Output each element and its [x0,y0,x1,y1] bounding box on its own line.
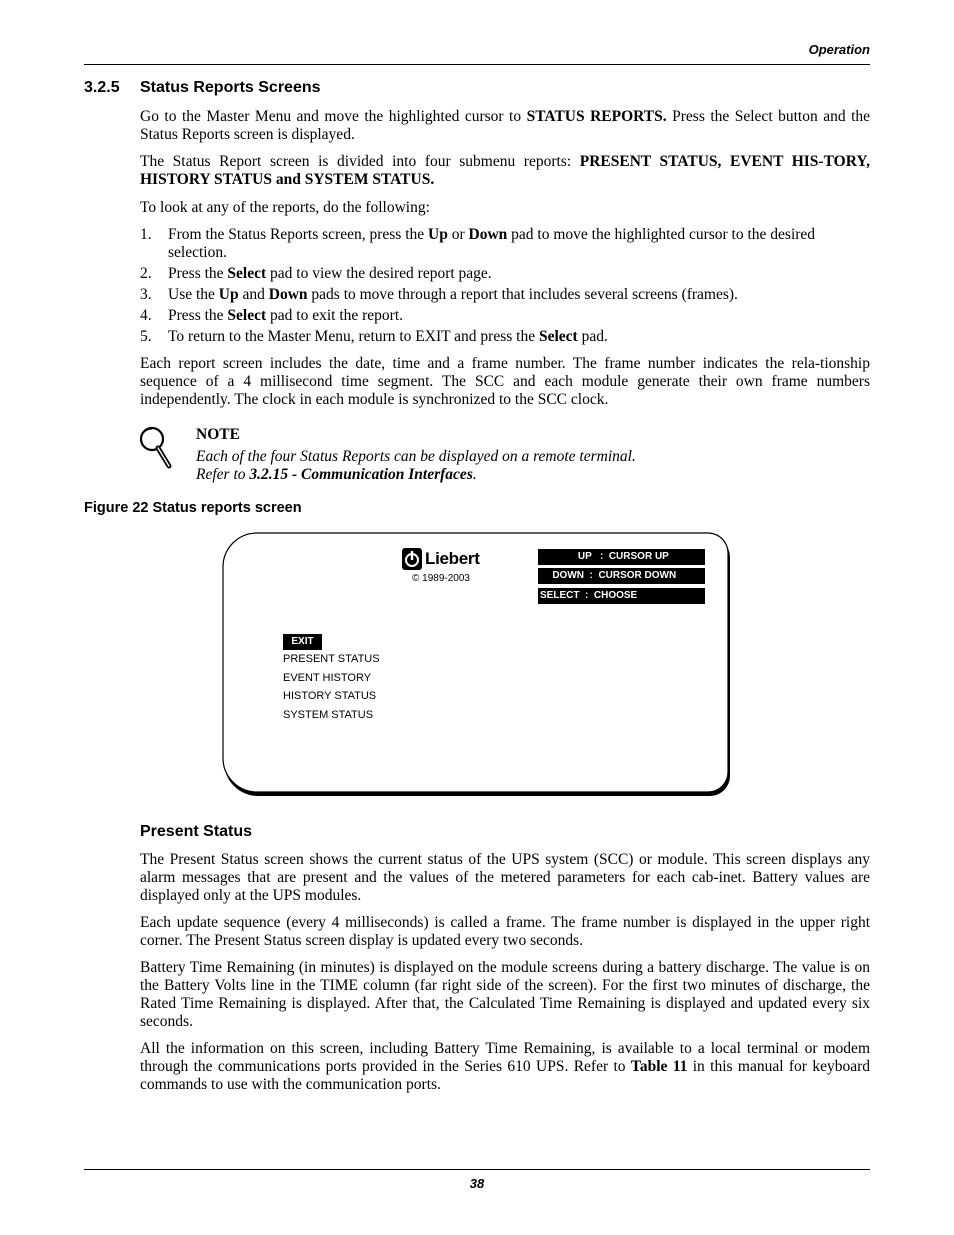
steps-list [140,226,870,349]
header-rule [84,64,870,65]
present-paragraph-1: The Present Status screen shows the current status of the UPS system (SCC) or module. This screen displays any alarm messages that are present and the values of the metered parameters for each cab-inet. Battery values are displayed only at the UPS modules. [140,851,870,904]
menu-item-present-status[interactable]: PRESENT STATUS [283,653,380,665]
intro-paragraph-3: To look at any of the reports, do the following: [140,199,430,216]
copyright: © 1989-2003 [412,573,470,584]
step-item: 4. Press the Select pad to exit the report. [140,307,404,324]
note-title: NOTE [196,426,240,443]
liebert-logo-icon [402,548,422,570]
menu-exit-highlighted[interactable]: EXIT [283,634,322,650]
step-item: 1. From the Status Reports screen, press the Up or Down pad to move the highlighted cursor to the desired selection. [140,226,816,261]
frame-paragraph: Each report screen includes the date, time and a frame number. The frame number indicates the rela-tionship sequence of a 4 millisecond time segment. The SCC and each module generate their own frame numbers independently. The clock in each module is synchronized to the SCC clock. [140,355,870,408]
present-paragraph-3: Battery Time Remaining (in minutes) is displayed on the module screens during a battery discharge. The value is on the Battery Volts line in the TIME column (far right side of the screen). For the first two minutes of discharge, the Rated Time Remaining is displayed. After that, the Calculated Time Remaining is displayed and updated every six seconds. [140,959,870,1030]
section-number: 3.2.5 [84,79,120,96]
menu-item-event-history[interactable]: EVENT HISTORY [283,672,372,684]
step-item: 2. Press the Select pad to view the desired report page. [140,265,492,282]
figure-caption: Figure 22 Status reports screen [84,500,302,516]
section-heading [84,79,321,97]
magnifier-icon [139,426,173,470]
footer-rule [84,1169,870,1170]
section-title: Status Reports Screens [140,79,321,96]
intro-paragraph-2: The Status Report screen is divided into four submenu reports: PRESENT STATUS, EVENT HIS-TORY, HISTORY STATUS and SYSTEM STATUS. [140,153,870,188]
key-help-up: UP : CURSOR UP [538,549,705,565]
present-paragraph-2: Each update sequence (every 4 milliseconds) is called a frame. The frame number is displayed in the upper right corner. The Present Status screen display is updated every two seconds. [140,914,870,949]
key-help-select: SELECT : CHOOSE [538,588,705,604]
note-text: Each of the four Status Reports can be displayed on a remote terminal. Refer to 3.2.15 - Communication Interfaces. [196,448,636,483]
menu-item-history-status[interactable]: HISTORY STATUS [283,690,377,702]
key-help-down: DOWN : CURSOR DOWN [538,568,705,584]
menu-item-system-status[interactable]: SYSTEM STATUS [283,709,374,721]
step-item: 3. Use the Up and Down pads to move through a report that includes several screens (frames). [140,286,738,303]
step-item: 5. To return to the Master Menu, return to EXIT and press the Select pad. [140,328,608,345]
logo-text: Liebert [425,549,480,568]
present-status-heading: Present Status [140,823,253,840]
table-reference-link[interactable]: Table 11 [630,1058,688,1075]
liebert-logo [402,547,480,571]
cross-reference-link[interactable]: 3.2.15 - Communication Interfaces [249,466,473,483]
running-header: Operation [808,42,870,57]
intro-paragraph-1: Go to the Master Menu and move the highlighted cursor to STATUS REPORTS. Press the Select button and the Status Reports screen is displayed. [140,108,870,143]
present-paragraph-4: All the information on this screen, including Battery Time Remaining, is available to a local terminal or modem through the communications ports provided in the Series 610 UPS. Refer to Table 11 in this manual for keyboard commands to use with the communication ports. [140,1040,870,1093]
page-number: 38 [469,1176,485,1191]
